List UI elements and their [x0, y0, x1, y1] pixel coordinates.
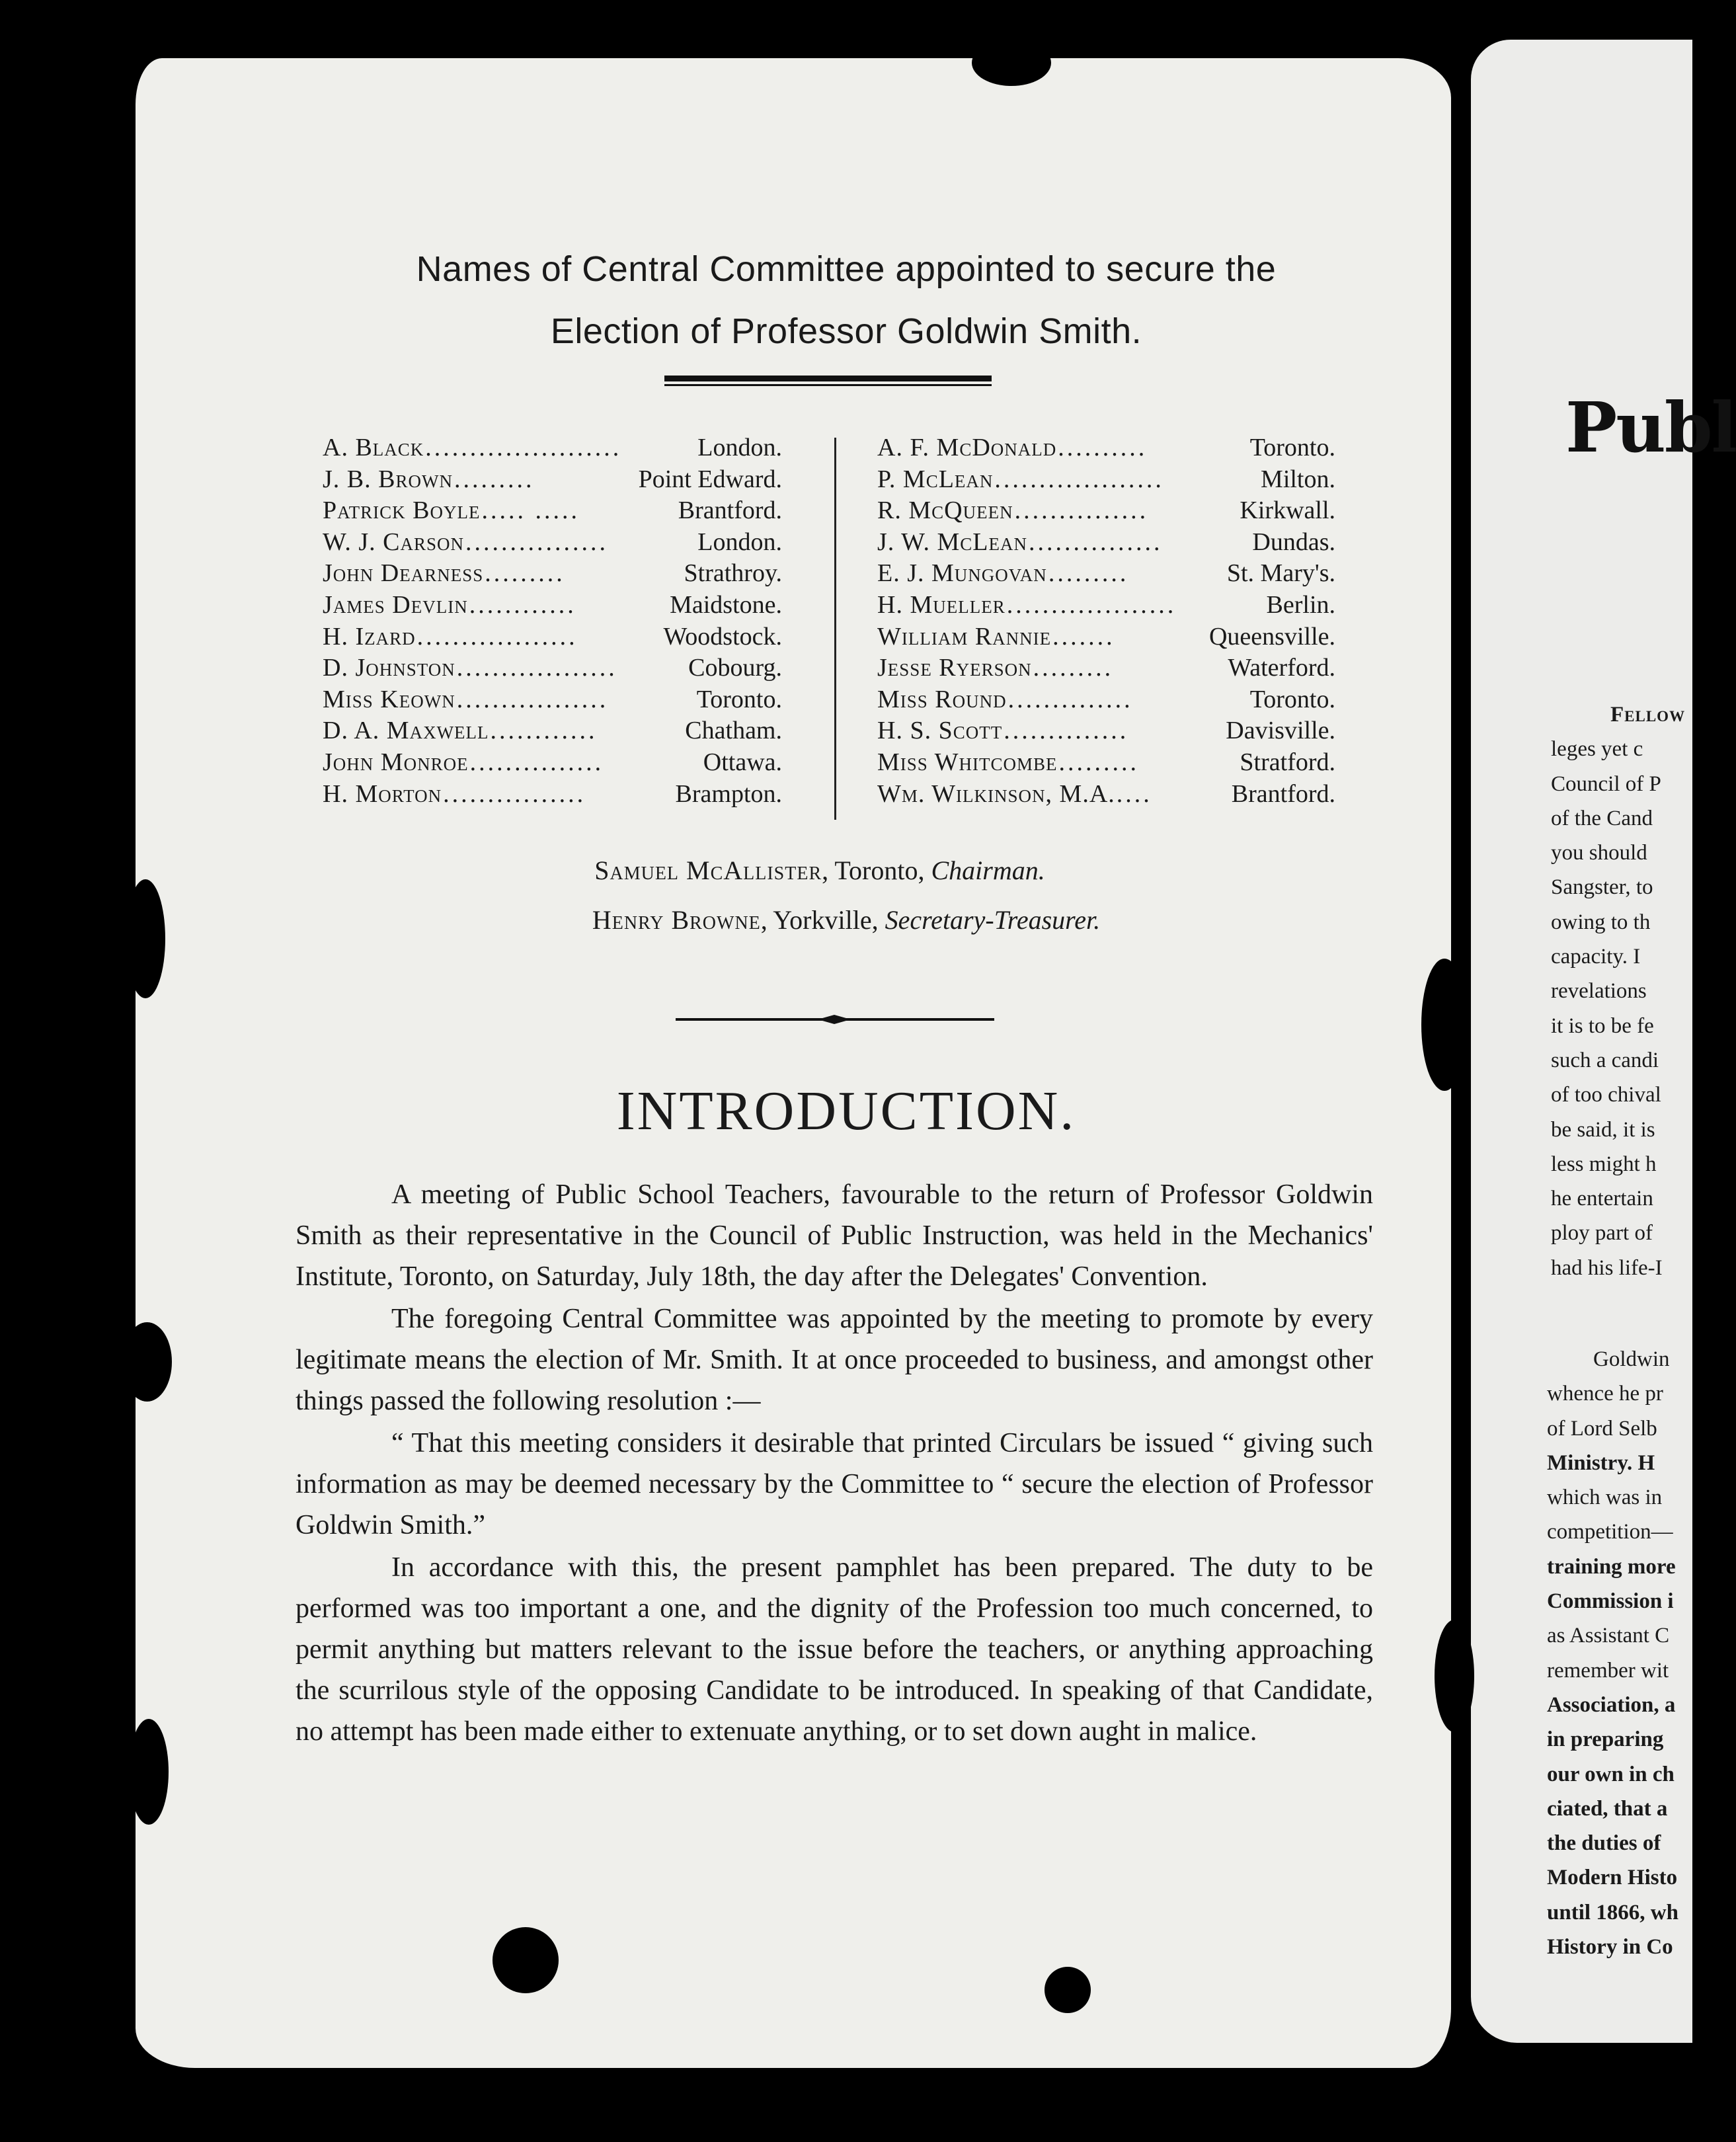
committee-member: Miss Round .............. Toronto.	[877, 685, 1335, 713]
committee-list-left	[323, 433, 782, 811]
introduction-heading: INTRODUCTION.	[616, 1080, 1076, 1142]
committee-member: Miss Whitcombe ......... Stratford.	[877, 748, 1335, 776]
committee-member: A. F. McDonald .......... Toronto.	[877, 434, 1335, 461]
committee-member: H. Izard .................. Woodstock.	[323, 622, 782, 651]
committee-member: Jesse Ryerson ......... Waterford.	[877, 654, 1335, 682]
torn-edge	[972, 40, 1051, 86]
committee-member: John Monroe ............... Ottawa.	[323, 748, 782, 776]
torn-edge	[129, 1719, 169, 1825]
committee-member: J. W. McLean ............... Dundas.	[877, 528, 1335, 556]
committee-member: John Dearness ......... Strathroy.	[323, 559, 782, 588]
introduction-body	[296, 1174, 1373, 1753]
right-page-text-bottom: Goldwin whence he pr of Lord Selb Ministry. H which was in competition— training more Commission i as Assistant C remember wit Association, a in preparing our own in ch ciated, that a the duties of Modern Histo until 1866, wh History in Co	[1547, 1347, 1678, 1960]
committee-member: A. Black ...................... London.	[323, 434, 782, 461]
committee-member: William Rannie ....... Queensville.	[877, 622, 1335, 651]
paragraph: In accordance with this, the present pamphlet has been prepared. The duty to be performed was too important a one, and the dignity of the Profession too much concerned, to permit anything but matters relevant to the issue before the teachers, or anything approaching the scurrilous style of the opposing Candidate to be introduced. In speaking of that Candidate, no attempt has been made either to extenuate anything, or to set down aught in malice.	[296, 1552, 1373, 1747]
committee-member: W. J. Carson ................ London.	[323, 528, 782, 556]
committee-member: H. S. Scott .............. Davisville.	[877, 717, 1335, 745]
torn-edge	[122, 1322, 172, 1402]
column-divider	[834, 438, 836, 820]
committee-list-right	[877, 433, 1335, 811]
paragraph: “ That this meeting considers it desirable that printed Circulars be issued “ giving such information as may be deemed necessary by the Committee to “ secure the election of Professor Goldwin Smith.”	[296, 1428, 1373, 1540]
committee-member: D. A. Maxwell ............ Chatham.	[323, 717, 782, 745]
title-line: Election of Professor Goldwin Smith.	[550, 311, 1142, 351]
diamond-ornament-icon	[818, 1014, 851, 1025]
committee-member: R. McQueen ............... Kirkwall.	[877, 496, 1335, 525]
torn-hole	[1045, 1967, 1091, 2013]
paragraph: The foregoing Central Committee was appointed by the meeting to promote by every legitimate means the election of Mr. Smith. It at once proceeded to business, and amongst other things passed the following resolution :—	[296, 1304, 1373, 1416]
committee-member: Patrick Boyle ..... ..... Brantford.	[323, 496, 782, 525]
paragraph: A meeting of Public School Teachers, favourable to the return of Professor Goldwin Smith as their representative in the Council of Public Instruction, was held in the Mechanics' Institute, Toronto, on Saturday, July 18th, the day after the Delegates' Convention.	[296, 1179, 1373, 1292]
committee-member: H. Morton ................ Brampton.	[323, 779, 782, 808]
chairman-line: Samuel McAllister, Toronto, Chairman.	[594, 855, 1045, 885]
right-page-heading: Publ	[1565, 387, 1736, 468]
committee-member: J. B. Brown ......... Point Edward.	[323, 465, 782, 493]
torn-edge	[126, 879, 165, 998]
torn-edge	[1421, 959, 1468, 1091]
right-page-text-top: Fellow leges yet c Council of P of the Cand you should Sangster, to owing to th capacity. I revelations it is to be fe such a candi of too chival be said, it is less might h he entertain ploy part of had his life-I	[1551, 703, 1686, 1280]
committee-member: James Devlin ............ Maidstone.	[323, 590, 782, 619]
committee-member: E. J. Mungovan ......... St. Mary's.	[877, 559, 1335, 588]
secretary-line: Henry Browne, Yorkville, Secretary-Treasurer.	[592, 905, 1101, 935]
committee-member: H. Mueller ................... Berlin.	[877, 590, 1335, 619]
committee-member: P. McLean ................... Milton.	[877, 465, 1335, 493]
committee-title	[0, 238, 1692, 362]
committee-member: D. Johnston .................. Cobourg.	[323, 654, 782, 682]
torn-edge	[1435, 1620, 1474, 1732]
title-line: Names of Central Committee appointed to secure the	[416, 249, 1277, 289]
torn-hole	[493, 1927, 559, 1993]
ornamental-rule-divider	[676, 1014, 994, 1025]
double-rule-divider	[664, 376, 992, 387]
committee-member: Wm. Wilkinson, M.A. .... Brantford.	[877, 779, 1335, 808]
committee-member: Miss Keown ................. Toronto.	[323, 685, 782, 713]
